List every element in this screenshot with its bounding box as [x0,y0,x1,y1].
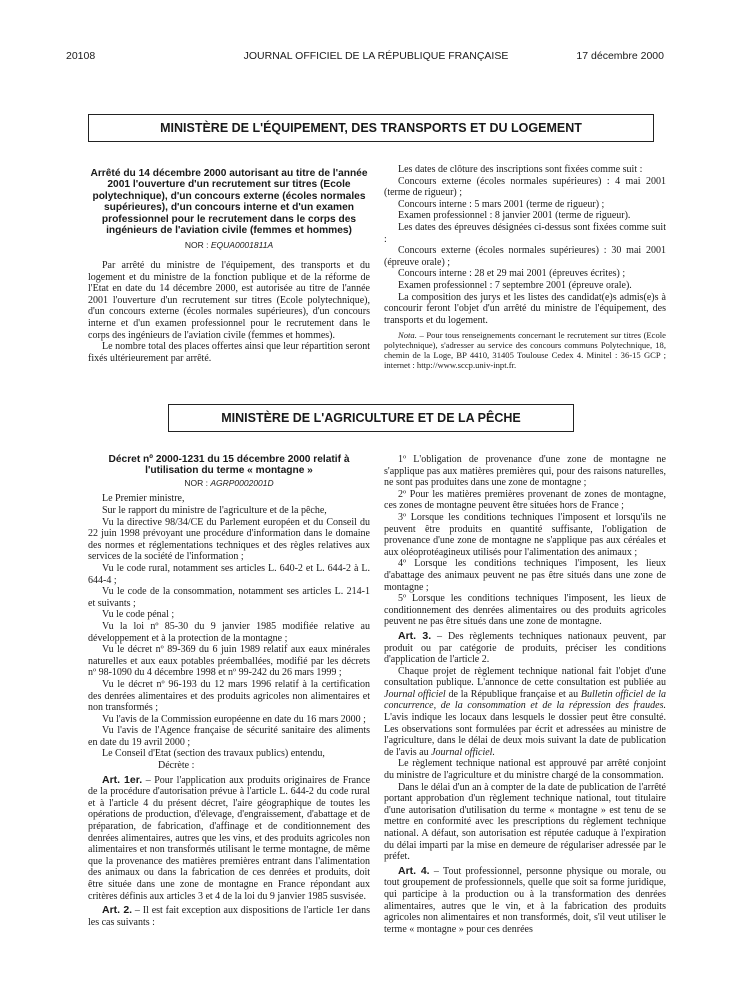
nor-line [88,240,370,252]
ministry-title: MINISTÈRE DE L'AGRICULTURE ET DE LA PÊCHE [221,411,521,425]
section1-right-column [384,164,666,371]
article-2: Art. 2. – Il est fait exception aux dispositions de l'article 1er dans les cas suivants : [88,904,370,928]
nor-label: NOR : [184,240,209,251]
paragraph: Vu la directive 98/34/CE du Parlement européen et du Conseil du 22 juin 1998 prévoyant une procédure d'information dans le domaine des normes et réglementations techniques et des règles relatives aux services de la société de l'information ; [88,516,370,563]
paragraph: Par arrêté du ministre de l'équipement, des transports et du logement et du ministre de la fonction publique et de la réforme de l'Etat en date du 14 décembre 2000, est autorisée au titre de l'année 2001 l'ouverture d'un recrutement sur titres (Ecole polytechnique), d'un concours externe (écoles normales supérieures), d'un concours interne et d'un examen professionnel pour le recrutement dans le corps des ingénieurs de l'aviation civile (femmes et hommes). [88,260,370,341]
paragraph: Vu le code pénal ; [102,609,175,621]
header-date: 17 décembre 2000 [576,50,664,62]
decret-title: Décret nº 2000-1231 du 15 décembre 2000 relatif à l'utilisation du terme « montagne » [108,454,350,477]
article-4: Art. 4. – Tout professionnel, personne physique ou morale, ou tout groupement de professionnels, quelle que soit sa forme juridique, qui participe à la production ou à la transformation des denrées alimentaires, autres que le vin, et à la fabrication des produits agricoles non alimentaires et non transformés, doit, s'il veut utiliser le terme « montagne » pour ces denrées [384,864,666,935]
decrete-line: Décrète : [158,760,195,772]
list-item: 3º Lorsque les conditions techniques l'imposent et lorsqu'ils ne peuvent être produits en quantité suffisante, l'obligation de provenance d'une zone de montagne ne s'applique pas aux céréales et aux oléoprotéagineux utilisés pour l'alimentation des animaux ; [384,511,666,558]
ministry-title: MINISTÈRE DE L'ÉQUIPEMENT, DES TRANSPORTS ET DU LOGEMENT [160,121,582,135]
nota-note [384,331,666,370]
ministry-box-equipement [88,114,654,142]
nor-line [88,478,370,490]
paragraph: Concours interne : 5 mars 2001 (terme de rigueur) ; [398,198,605,210]
section2-right-column [384,454,666,935]
paragraph: Le nombre total des places offertes ainsi que leur répartition seront fixés ultérieurement par arrêté. [88,341,370,364]
paragraph: Concours externe (écoles normales supérieures) : 4 mai 2001 (terme de rigueur) ; [384,175,666,199]
paragraph: Vu le décret nº 89-369 du 6 juin 1989 relatif aux eaux minérales naturelles et aux eaux potables préemballées, modifié par les décrets nº 98-1090 du 4 décembre 1998 et nº 99-242 du 26 mars 1999 ; [88,644,370,679]
paragraph: Vu la loi nº 85-30 du 9 janvier 1985 modifiée relative au développement et à la protection de la montagne ; [88,620,370,644]
ministry-box-agriculture [168,404,574,432]
paragraph: Dans le délai d'un an à compter de la date de publication de l'arrêté portant approbation d'un règlement technique national, tout titulaire d'une autorisation d'utilisation du terme « montagne » est tenu de se mettre en conformité avec les prescriptions du règlement technique national. A défaut, son autorisation est réputée caduque à l'expiration du délai imparti par la mise en demeure de régulariser adressée par le préfet. [384,781,666,863]
paragraph: Concours interne : 28 et 29 mai 2001 (épreuves écrites) ; [398,268,626,280]
list-item: 2º Pour les matières premières provenant de zones de montagne, ces zones de montagne peuvent être situées hors de France ; [384,488,666,512]
paragraph: Concours externe (écoles normales supérieures) : 30 mai 2001 (épreuve orale) ; [384,245,666,268]
paragraph: Vu le code de la consommation, notamment ses articles L. 214-1 et suivants ; [88,586,370,609]
paragraph: Vu l'avis de la Commission européenne en date du 16 mars 2000 ; [102,713,366,725]
nor-value: EQUA0001811A [210,240,274,251]
paragraph: La composition des jurys et les listes des candidat(e)s admis(e)s à concourir feront l'objet d'un arrêté du ministre de l'équipement, des transports et du logement. [384,291,666,326]
article-1: Art. 1er. – Pour l'application aux produits originaires de France de la procédure d'autorisation prévue à l'article L. 644-2 du code rural et à l'article 4 du présent décret, l'aire géographique de toutes les opérations de production, d'élevage, d'engraissement, d'abattage et de préparation, de fabrication, d'affinage et de conditionnement des denrées alimentaires, autres que les vins, et des produits agricoles non alimentaires et non transformés utilisant le terme montagne, de même que la provenance des matières premières entrant dans l'alimentation des animaux ou dans la fabrication de ces denrées et produits, doit être située dans une zone de montagne en France répondant aux critères définis aux articles 3 et 4 de la loi du 9 janvier 1985 susvisée. [88,773,371,902]
paragraph: Les dates de clôture des inscriptions sont fixées comme suit : [398,164,643,175]
paragraph: Examen professionnel : 7 septembre 2001 (épreuve orale). [398,279,632,291]
paragraph: Le Premier ministre, [102,493,185,505]
list-item: 5º Lorsque les conditions techniques l'imposent, les lieux de conditionnement des denrées alimentaires ou des produits agricoles peuvent ne pas être situés dans une zone de montagne. [384,593,666,628]
page-number: 20108 [66,50,96,62]
section2-left-column [88,454,370,928]
paragraph: Chaque projet de règlement technique national fait l'objet d'une consultation publique. L'annonce de cette consultation est publiée au Journal officiel de la République française et au Bulletin officiel de la concurrence, de la consommation et de la répression des fraudes. L'avis indique les locaux dans lesquels le dossier peut être consulté. Les observations sont formulées par écrit et adressées au ministre de l'agriculture, dans le délai de deux mois suivant la date de publication de l'avis au Journal officiel. [384,665,666,758]
list-item: 4º Lorsque les conditions techniques l'imposent, les lieux d'abattage des animaux peuvent ne pas être situés dans une zone de montagne ; [384,558,666,593]
article-3: Art. 3. – Des règlements techniques nationaux peuvent, par produit ou par catégorie de produits, préciser les conditions d'application de l'article 2. [384,629,666,666]
note-label: Nota. [398,330,417,341]
section1-left-column [88,168,370,364]
paragraph: Sur le rapport du ministre de l'agriculture et de la pêche, [102,505,327,516]
paragraph: Vu le code rural, notamment ses articles L. 640-2 et L. 644-2 à L. 644-4 ; [88,562,370,586]
note-text: – Pour tous renseignements concernant le recrutement sur titres (Ecole polytechnique), s'adresser au service des concours communs Polytechnique, 18, chemin de la Loge, BP 4410, 31405 Toulouse Cedex 4. Minitel : 36-15 GCP ; internet : http://www.sccp.univ-inpt.fr. [384,330,666,370]
nor-label: NOR : [184,477,208,488]
paragraph: Vu le décret nº 96-193 du 12 mars 1996 relatif à la certification des denrées alimentaires et des produits agricoles non alimentaires et non transformés ; [88,678,370,714]
nor-value: AGRP0002001D [210,477,274,488]
paragraph: Le règlement technique national est approuvé par arrêté conjoint du ministre de l'agriculture et du ministre chargé de la consommation. [384,758,666,782]
list-item: 1º L'obligation de provenance d'une zone de montagne ne s'applique pas aux matières premières qui, pour des raisons naturelles, ne sont pas produites dans une zone de montagne ; [384,454,666,489]
paragraph: Les dates des épreuves désignées ci-dessus sont fixées comme suit : [384,221,666,245]
paragraph: Examen professionnel : 8 janvier 2001 (terme de rigueur). [398,210,631,222]
arrete-title: Arrêté du 14 décembre 2000 autorisant au titre de l'année 2001 l'ouverture d'un recrutement sur titres (Ecole polytechnique), d'un concours externe (écoles normales supérieures), d'un concours interne et d'un examen professionnel pour le recrutement dans le corps des ingénieurs de l'aviation civile (femmes et hommes) [90,168,368,237]
paragraph: Le Conseil d'Etat (section des travaux publics) entendu, [102,748,325,760]
paragraph: Vu l'avis de l'Agence française de sécurité sanitaire des aliments en date du 19 avril 2000 ; [88,725,370,748]
journal-title: JOURNAL OFFICIEL DE LA RÉPUBLIQUE FRANÇAISE [243,50,509,62]
